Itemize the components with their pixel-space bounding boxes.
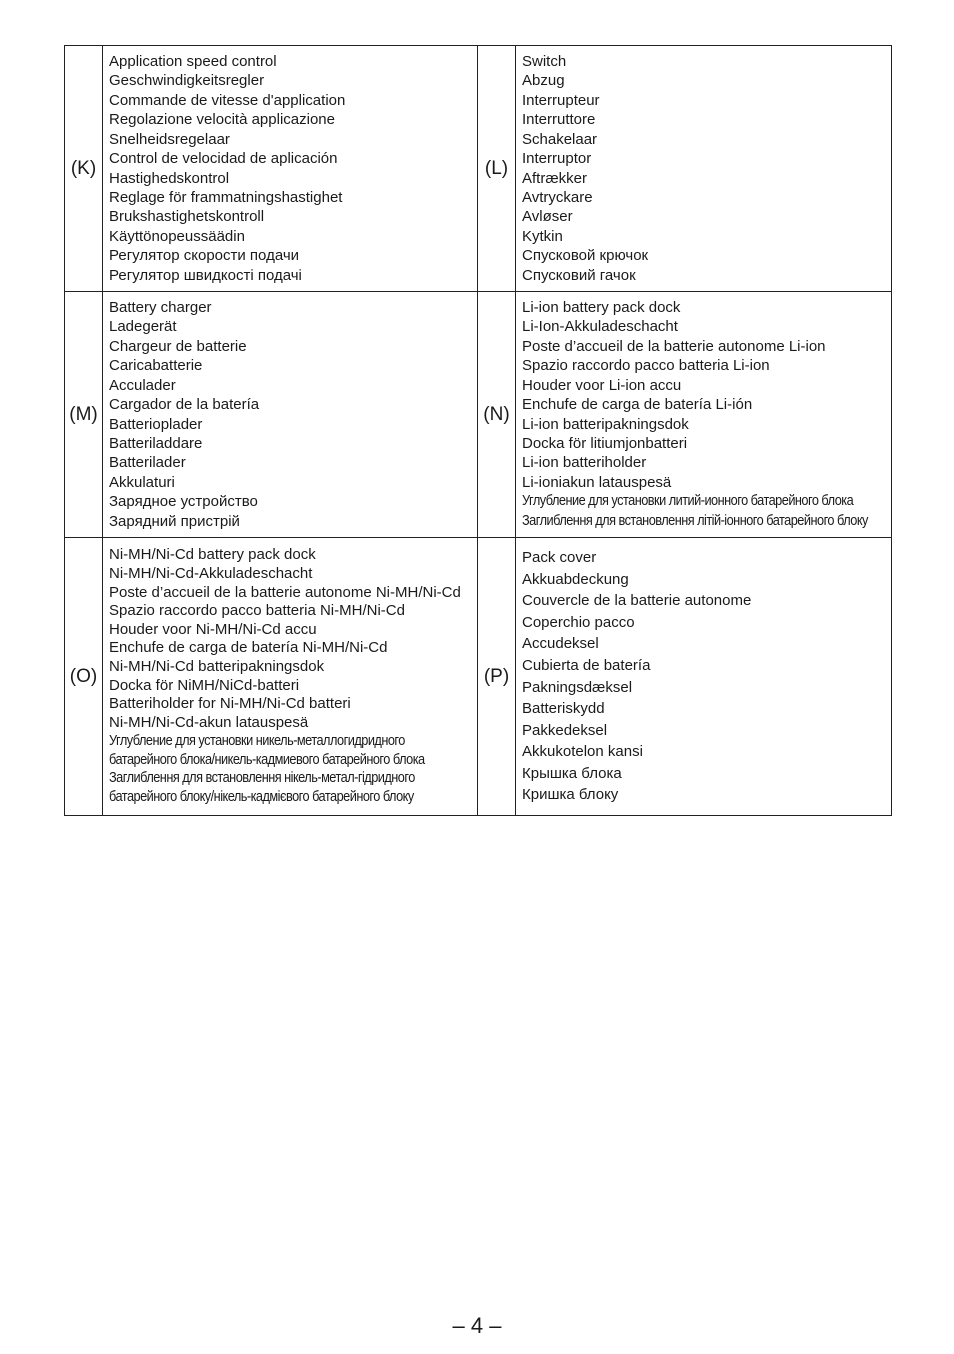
term: Docka för litiumjonbatteri xyxy=(522,434,688,452)
term: Coperchio pacco xyxy=(522,613,635,631)
term: Poste d’accueil de la batterie autonome Ni-MH/Ni-Cd xyxy=(109,583,461,601)
term: Schakelaar xyxy=(522,130,598,148)
term: Cargador de la batería xyxy=(109,396,260,414)
term: Avløser xyxy=(522,208,573,226)
parts-terminology-table xyxy=(64,45,892,816)
term: Poste d’accueil de la batterie autonome Li-ion xyxy=(522,337,826,355)
term: Зарядное устройство xyxy=(109,493,258,511)
term: Углубление для установки никель-металлогидридного xyxy=(109,733,405,750)
part-letter-n: (N) xyxy=(478,292,516,538)
term: Batteriladdare xyxy=(109,434,203,452)
part-letter-m: (M) xyxy=(65,292,103,538)
table-row xyxy=(65,292,892,538)
term: Acculader xyxy=(109,376,176,394)
term: Spazio raccordo pacco batteria Ni-MH/Ni-Cd xyxy=(109,602,405,620)
part-letter-k: (K) xyxy=(65,46,103,292)
term: Interrupteur xyxy=(522,91,600,109)
term: Li-ion batteriholder xyxy=(522,454,647,472)
term: Углубление для установки литий-ионного батарейного блока xyxy=(522,493,854,510)
part-letter-o: (O) xyxy=(65,538,103,816)
term: Docka för NiMH/NiCd-batteri xyxy=(109,676,300,694)
part-letter-l: (L) xyxy=(478,46,516,292)
term: Зарядний пристрій xyxy=(109,512,240,530)
term: Akkukotelon kansi xyxy=(522,743,643,761)
table-row xyxy=(65,538,892,816)
part-o-terms xyxy=(103,538,478,816)
term: Interruptor xyxy=(522,150,592,168)
term: Snelheidsregelaar xyxy=(109,130,230,148)
term: Reglage för frammatningshastighet xyxy=(109,188,343,206)
term: Спусковий гачок xyxy=(522,266,636,284)
term: Abzug xyxy=(522,72,565,90)
term: Кришка блоку xyxy=(522,786,619,804)
part-l-terms xyxy=(516,46,892,292)
term: Aftrækker xyxy=(522,169,588,187)
part-m-terms xyxy=(103,292,478,538)
term: Li-ion battery pack dock xyxy=(522,299,681,317)
term: Ni-MH/Ni-Cd-akun latauspesä xyxy=(109,713,309,731)
term: Battery charger xyxy=(109,299,212,317)
term: Регулятор скорости подачи xyxy=(109,247,300,265)
term: Pakningsdæksel xyxy=(522,678,633,696)
term: батарейного блока/никель-кадмиевого батарейного блока xyxy=(109,751,425,768)
term: Application speed control xyxy=(109,53,277,71)
term: Ni-MH/Ni-Cd batteripakningsdok xyxy=(109,657,325,675)
term: Regolazione velocità applicazione xyxy=(109,111,335,129)
term: Li-ion batteripakningsdok xyxy=(522,415,689,433)
term: Hastighedskontrol xyxy=(109,169,230,187)
term: Houder voor Ni-MH/Ni-Cd accu xyxy=(109,620,317,638)
term: Caricabatterie xyxy=(109,357,203,375)
term: Крышка блока xyxy=(522,764,622,782)
term: Pack cover xyxy=(522,548,597,566)
term: Control de velocidad de aplicación xyxy=(109,150,338,168)
term: Switch xyxy=(522,53,567,71)
part-k-terms xyxy=(103,46,478,292)
term: Заглиблення для встановлення літій-іонного батарейного блоку xyxy=(522,512,868,529)
term: Ni-MH/Ni-Cd-Akkuladeschacht xyxy=(109,564,313,582)
term: Pakkedeksel xyxy=(522,721,608,739)
term: Ni-MH/Ni-Cd battery pack dock xyxy=(109,546,316,564)
term: Interruttore xyxy=(522,111,596,129)
term: Регулятор швидкості подачі xyxy=(109,266,302,284)
term: Commande de vitesse d'application xyxy=(109,91,346,109)
term: Akkuabdeckung xyxy=(522,570,629,588)
part-letter-p: (P) xyxy=(478,538,516,816)
term: Li-Ion-Akkuladeschacht xyxy=(522,318,678,336)
table-row xyxy=(65,46,892,292)
term: батарейного блоку/нікель-кадмієвого батарейного блоку xyxy=(109,789,414,806)
term: Enchufe de carga de batería Li-ión xyxy=(522,396,753,414)
term: Ladegerät xyxy=(109,318,177,336)
term: Batteriskydd xyxy=(522,700,605,718)
term: Käyttönopeussäädin xyxy=(109,227,245,245)
term: Batteriholder for Ni-MH/Ni-Cd batteri xyxy=(109,695,351,713)
term: Заглиблення для встановлення нікель-метал-гідридного xyxy=(109,770,415,787)
term: Спусковой крючок xyxy=(522,247,649,265)
term: Akkulaturi xyxy=(109,473,175,491)
term: Cubierta de batería xyxy=(522,656,651,674)
term: Geschwindigkeitsregler xyxy=(109,72,265,90)
term: Couvercle de la batterie autonome xyxy=(522,592,752,610)
term: Spazio raccordo pacco batteria Li-ion xyxy=(522,357,770,375)
term: Avtryckare xyxy=(522,188,593,206)
term: Batterilader xyxy=(109,454,186,472)
term: Enchufe de carga de batería Ni-MH/Ni-Cd xyxy=(109,639,388,657)
term: Houder voor Li-ion accu xyxy=(522,376,682,394)
term: Batterioplader xyxy=(109,415,203,433)
page-number: – 4 – xyxy=(452,1313,502,1338)
term: Kytkin xyxy=(522,227,563,245)
term: Accudeksel xyxy=(522,635,599,653)
term: Brukshastighetskontroll xyxy=(109,208,265,226)
part-p-terms xyxy=(516,538,892,816)
part-n-terms xyxy=(516,292,892,538)
term: Chargeur de batterie xyxy=(109,337,247,355)
term: Li-ioniakun latauspesä xyxy=(522,473,672,491)
